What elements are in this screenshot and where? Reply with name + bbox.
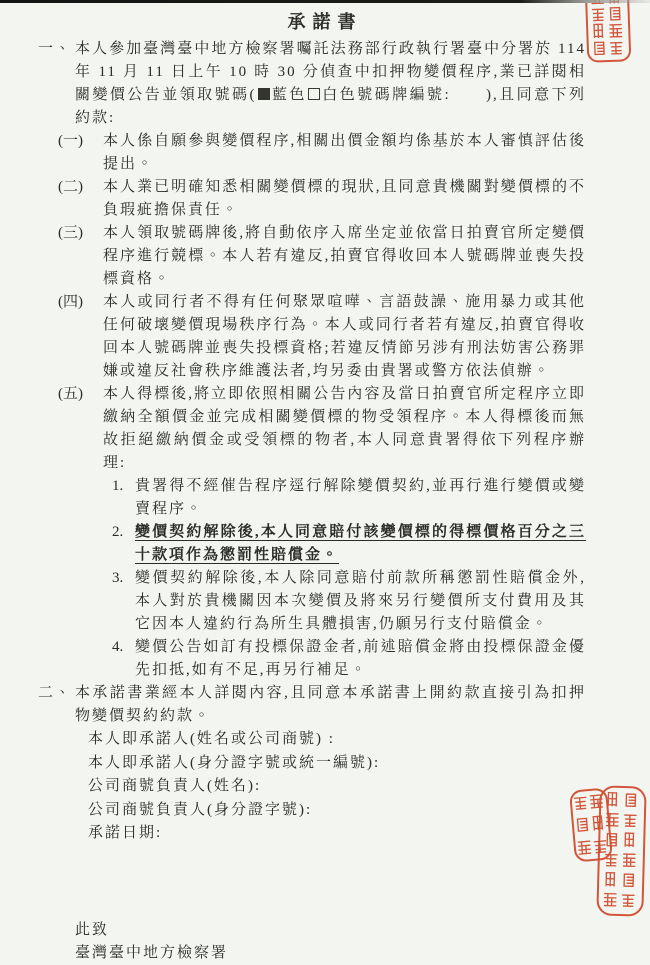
clause-item — [58, 383, 586, 475]
clause-text: 本人領取號碼牌後,將自動依序入席坐定並依當日拍賣官所定變價程序進行競標。本人若有違反,拍賣官得收回本人號碼牌並喪失投標資格。 — [103, 225, 586, 287]
signature-block — [88, 728, 586, 846]
clause-item — [58, 222, 586, 291]
scan-edge-artifact — [0, 0, 650, 3]
official-red-seal-top-right — [585, 0, 632, 63]
sub-clause-text: 變價契約解除後,本人除同意賠付前款所稱懲罰性賠償金外,本人對於貴機關因本次變價及將來另行變價所支付費用及其它因本人違約行為所生具體損害,仍願另行支付賠償金。 — [135, 570, 586, 632]
page-title: 承諾書 — [287, 12, 363, 32]
numbered-item-1 — [38, 38, 586, 130]
numbered-item-2 — [38, 682, 586, 728]
clause-marker: (四) — [58, 294, 83, 310]
sub-clause-item — [112, 567, 586, 636]
sub-clause-item — [112, 636, 586, 682]
sub-clause-text: 變價公告如訂有投標保證金者,前述賠償金將由投標保證金優先扣抵,如有不足,再另行補足。 — [135, 639, 586, 678]
closing-block — [75, 919, 586, 965]
sub-clause-item — [112, 475, 586, 521]
clause-text: 本人得標後,將立即依照相關公告內容及當日拍賣官所定程序立即繳納全額價金並完成相關變價標的物受領程序。本人得標後而無故拒絕繳納價金或受領標的物者,本人同意貴署得依下列程序辦理: — [103, 386, 586, 471]
clause-item — [58, 291, 586, 383]
clause-item — [58, 176, 586, 222]
clause-marker: (二) — [58, 179, 83, 195]
clause-marker: (三) — [58, 225, 83, 241]
clause-marker: (五) — [58, 386, 83, 402]
white-number-card-checkbox-empty — [308, 88, 320, 100]
item-marker: 一、 — [38, 41, 73, 57]
item1-text-after-checkbox: 號碼牌編號: ),且同意下列約款: — [75, 87, 586, 126]
item-text — [75, 38, 586, 130]
item1-text-before-checkbox: 本人參加臺灣臺中地方檢察署囑託法務部行政執行署臺中分署於 114 年 11 月 11 日上午 10 時 30 分偵查中扣押物變價程序,業已詳閱相關變價公告並領取號碼( — [75, 41, 586, 103]
sub-clause-marker: 1. — [112, 478, 124, 494]
clause-marker: (一) — [58, 133, 83, 149]
official-red-seal-bottom-lower — [596, 785, 646, 916]
sub-clause-marker: 3. — [112, 570, 124, 586]
clause-item — [58, 130, 586, 176]
blue-card-label: 藍色 — [271, 87, 307, 103]
clause-text: 本人或同行者不得有任何聚眾喧嘩、言語鼓譟、施用暴力或其他任何破壞變價現場秩序行為。本人或同行者若有違反,拍賣官得收回本人號碼牌並喪失投標資格;若違反情節另涉有刑法妨害公務罪嫌或違反社會秩序維護法者,均另委由貴署或警方依法偵辦。 — [103, 294, 586, 379]
closing-recipient: 臺灣臺中地方檢察署 — [75, 944, 229, 961]
signature-line-commitment-date: 承諾日期: — [88, 825, 163, 841]
white-card-label: 白色 — [321, 87, 358, 103]
sub-clause-marker: 4. — [112, 639, 124, 655]
clause-text: 本人業已明確知悉相關變價標的現狀,且同意貴機關對變價標的不負瑕疵擔保責任。 — [103, 179, 586, 218]
signature-line-promisor-id: 本人即承諾人(身分證字號或統一編號): — [88, 754, 381, 771]
closing-salute: 此致 — [75, 921, 110, 938]
item-marker: 二、 — [38, 685, 73, 701]
sub-clause-text: 貴署得不經催告程序逕行解除變價契約,並再行進行變價或變賣程序。 — [135, 478, 586, 517]
signature-line-promisor-name: 本人即承諾人(姓名或公司商號) : — [88, 731, 335, 747]
clause-text: 本人係自願參與變價程序,相關出價金額均係基於本人審慎評估後提出。 — [103, 133, 586, 172]
sub-clause-item — [112, 521, 586, 567]
sub-clause-marker: 2. — [112, 524, 124, 540]
sub-clause-text: 變價契約解除後,本人同意賠付該變價標的得標價格百分之三十款項作為懲罰性賠償金。 — [135, 524, 586, 563]
signature-line-company-rep-id: 公司商號負責人(身分證字號): — [88, 801, 313, 818]
signature-line-company-rep-name: 公司商號負責人(姓名): — [88, 778, 262, 794]
blue-number-card-checkbox-filled — [258, 88, 270, 100]
item-text: 本承諾書業經本人詳閱內容,且同意本承諾書上開約款直接引為扣押物變價契約約款。 — [75, 685, 586, 724]
